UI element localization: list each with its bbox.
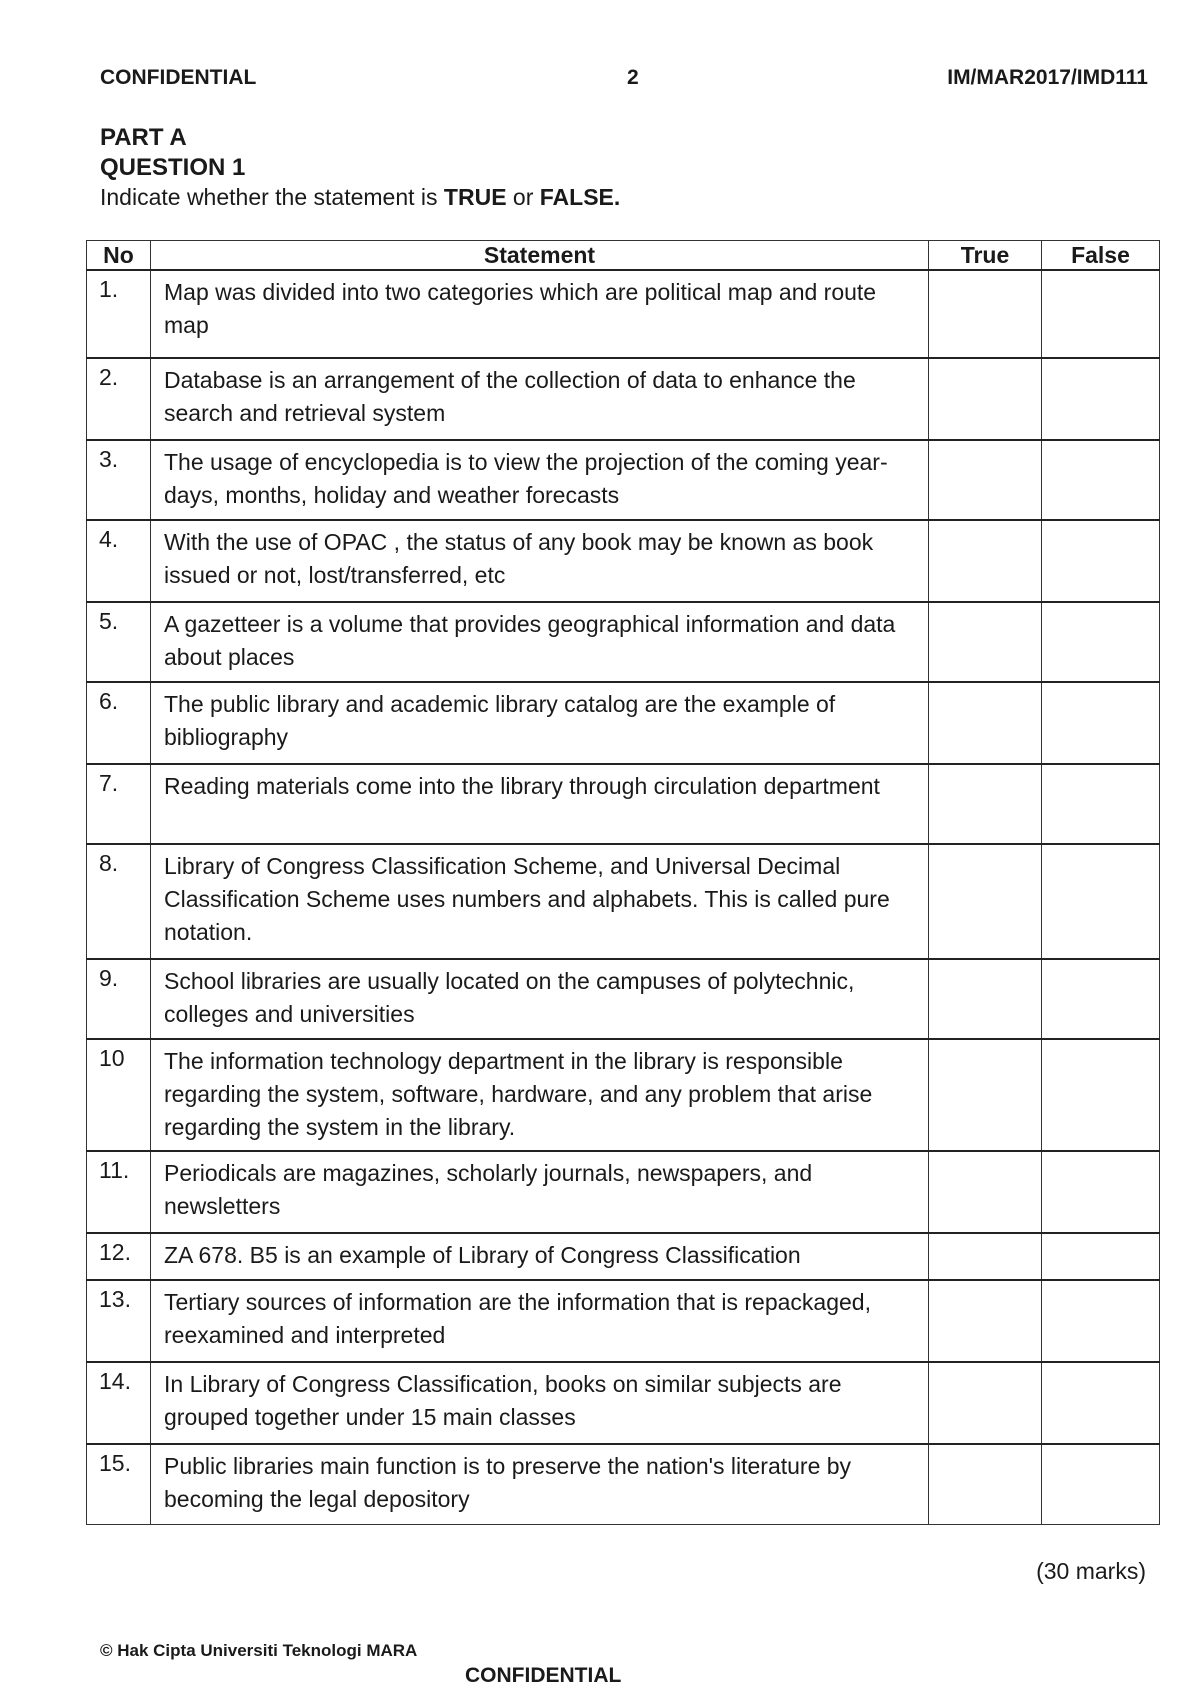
row-statement: ZA 678. B5 is an example of Library of Congress Classification <box>151 1233 929 1280</box>
row-number: 7. <box>87 764 151 844</box>
true-answer-cell[interactable] <box>929 520 1042 602</box>
row-statement: Database is an arrangement of the collection of data to enhance the search and retrieval system <box>151 358 929 440</box>
false-answer-cell[interactable] <box>1042 1151 1160 1233</box>
true-answer-cell[interactable] <box>929 682 1042 764</box>
table-row <box>87 358 1160 440</box>
row-statement: Reading materials come into the library through circulation department <box>151 764 929 844</box>
table-row <box>87 270 1160 358</box>
true-answer-cell[interactable] <box>929 1444 1042 1524</box>
false-answer-cell[interactable] <box>1042 270 1160 358</box>
true-answer-cell[interactable] <box>929 602 1042 682</box>
row-statement: A gazetteer is a volume that provides geographical information and data about places <box>151 602 929 682</box>
row-number: 11. <box>87 1151 151 1233</box>
true-answer-cell[interactable] <box>929 1362 1042 1444</box>
table-row <box>87 682 1160 764</box>
row-statement: Map was divided into two categories which are political map and route map <box>151 270 929 358</box>
row-number: 9. <box>87 959 151 1039</box>
true-answer-cell[interactable] <box>929 1233 1042 1280</box>
table-row <box>87 1444 1160 1524</box>
true-false-table <box>86 240 1160 1525</box>
row-statement: With the use of OPAC , the status of any book may be known as book issued or not, lost/transferred, etc <box>151 520 929 602</box>
false-answer-cell[interactable] <box>1042 682 1160 764</box>
true-answer-cell[interactable] <box>929 1280 1042 1362</box>
table-row <box>87 1233 1160 1280</box>
table-row <box>87 440 1160 520</box>
footer-confidential: CONFIDENTIAL <box>465 1664 622 1687</box>
true-answer-cell[interactable] <box>929 764 1042 844</box>
row-number: 13. <box>87 1280 151 1362</box>
false-answer-cell[interactable] <box>1042 844 1160 959</box>
header-true: True <box>929 241 1042 271</box>
table-row <box>87 844 1160 959</box>
true-answer-cell[interactable] <box>929 1039 1042 1151</box>
instruction-prefix: Indicate whether the statement is <box>100 184 444 210</box>
row-number: 15. <box>87 1444 151 1524</box>
row-number: 10 <box>87 1039 151 1151</box>
footer-copyright: © Hak Cipta Universiti Teknologi MARA <box>100 1641 418 1660</box>
false-answer-cell[interactable] <box>1042 440 1160 520</box>
instruction <box>100 184 620 211</box>
row-number: 1. <box>87 270 151 358</box>
row-number: 6. <box>87 682 151 764</box>
header-false: False <box>1042 241 1160 271</box>
false-answer-cell[interactable] <box>1042 1280 1160 1362</box>
header-confidential: CONFIDENTIAL <box>100 66 257 89</box>
exam-code: IM/MAR2017/IMD111 <box>947 66 1148 89</box>
question-title: QUESTION 1 <box>100 154 246 181</box>
table-row <box>87 1039 1160 1151</box>
row-statement: In Library of Congress Classification, books on similar subjects are grouped together under 15 main classes <box>151 1362 929 1444</box>
table-row <box>87 602 1160 682</box>
table-row <box>87 1362 1160 1444</box>
table-row <box>87 764 1160 844</box>
true-answer-cell[interactable] <box>929 358 1042 440</box>
table-header-row <box>87 241 1160 271</box>
table-row <box>87 520 1160 602</box>
table-row <box>87 1151 1160 1233</box>
row-statement: The information technology department in the library is responsible regarding the system, software, hardware, and any problem that arise regarding the system in the library. <box>151 1039 929 1151</box>
true-answer-cell[interactable] <box>929 1151 1042 1233</box>
row-number: 14. <box>87 1362 151 1444</box>
false-answer-cell[interactable] <box>1042 1444 1160 1524</box>
false-answer-cell[interactable] <box>1042 764 1160 844</box>
false-answer-cell[interactable] <box>1042 1233 1160 1280</box>
row-number: 4. <box>87 520 151 602</box>
false-answer-cell[interactable] <box>1042 1362 1160 1444</box>
instruction-false: FALSE. <box>539 184 621 210</box>
row-number: 2. <box>87 358 151 440</box>
instruction-true: TRUE <box>443 184 507 210</box>
false-answer-cell[interactable] <box>1042 1039 1160 1151</box>
table-row <box>87 1280 1160 1362</box>
instruction-middle: or <box>506 184 540 210</box>
false-answer-cell[interactable] <box>1042 358 1160 440</box>
row-number: 3. <box>87 440 151 520</box>
total-marks: (30 marks) <box>1036 1558 1146 1584</box>
header-statement: Statement <box>151 241 929 271</box>
header-no: No <box>87 241 151 271</box>
row-statement: The usage of encyclopedia is to view the projection of the coming year-days, months, holiday and weather forecasts <box>151 440 929 520</box>
false-answer-cell[interactable] <box>1042 602 1160 682</box>
row-statement: Library of Congress Classification Scheme, and Universal Decimal Classification Scheme uses numbers and alphabets. This is called pure notation. <box>151 844 929 959</box>
true-answer-cell[interactable] <box>929 844 1042 959</box>
false-answer-cell[interactable] <box>1042 520 1160 602</box>
false-answer-cell[interactable] <box>1042 959 1160 1039</box>
row-statement: The public library and academic library catalog are the example of bibliography <box>151 682 929 764</box>
row-number: 5. <box>87 602 151 682</box>
row-statement: Public libraries main function is to preserve the nation's literature by becoming the legal depository <box>151 1444 929 1524</box>
row-statement: Tertiary sources of information are the information that is repackaged, reexamined and interpreted <box>151 1280 929 1362</box>
true-answer-cell[interactable] <box>929 270 1042 358</box>
row-statement: School libraries are usually located on the campuses of polytechnic, colleges and universities <box>151 959 929 1039</box>
row-number: 12. <box>87 1233 151 1280</box>
page-number: 2 <box>627 66 639 89</box>
true-answer-cell[interactable] <box>929 440 1042 520</box>
table-row <box>87 959 1160 1039</box>
row-number: 8. <box>87 844 151 959</box>
row-statement: Periodicals are magazines, scholarly journals, newspapers, and newsletters <box>151 1151 929 1233</box>
true-answer-cell[interactable] <box>929 959 1042 1039</box>
part-title: PART A <box>100 124 187 151</box>
